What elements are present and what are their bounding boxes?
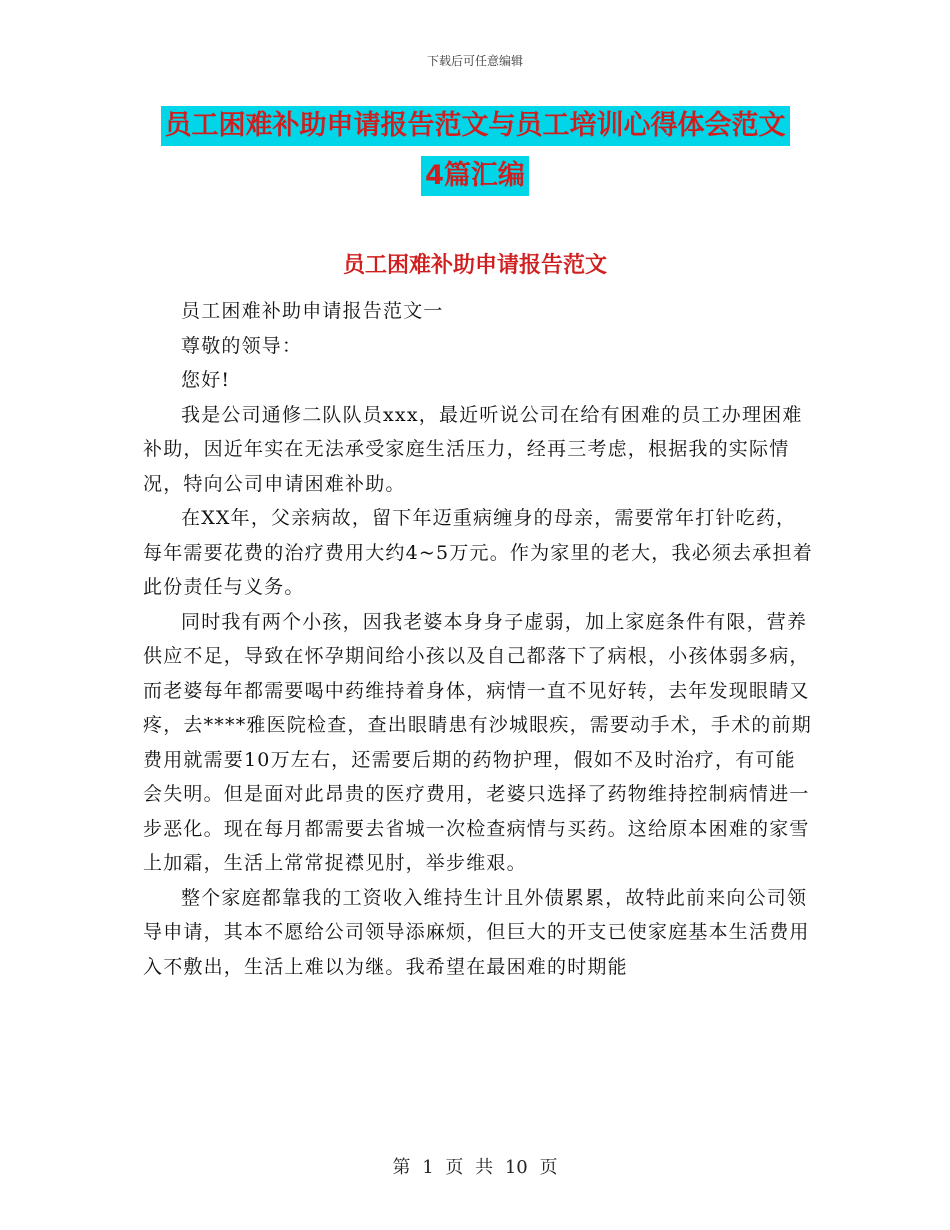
page-footer: 第 1 页 共 10 页 (392, 1157, 558, 1178)
body-text (143, 294, 813, 984)
paragraph: 我是公司通修二队队员xxx，最近听说公司在给有困难的员工办理困难补助，因近年实在无法承受家庭生活压力，经再三考虑，根据我的实际情况，特向公司申请困难补助。 (143, 403, 803, 495)
paragraph: 整个家庭都靠我的工资收入维持生计且外债累累，故特此前来向公司领导申请，其本不愿给公司领导添麻烦，但巨大的开支已使家庭基本生活费用入不敷出，生活上难以为继。我希望在最困难的时期能 (143, 886, 810, 978)
paragraph: 员工困难补助申请报告范文一 (181, 300, 444, 322)
paragraph: 同时我有两个小孩，因我老婆本身身子虚弱，加上家庭条件有限，营养供应不足，导致在怀孕期间给小孩以及自己都落下了病根，小孩体弱多病，而老婆每年都需要喝中药维持着身体，病情一直不见好转，去年发现眼睛又疼，去****雅医院检查，查出眼睛患有沙城眼疾，需要动手术，手术的前期费用就需要10万左右，还需要后期的药物护理，假如不及时治疗，有可能会失明。但是面对此昂贵的医疗费用，老婆只选择了药物维持控制病情进一步恶化。现在每月都需要去省城一次检查病情与买药。这给原本困难的家雪上加霜，生活上常常捉襟见肘，举步维艰。 (143, 610, 813, 874)
paragraph: 尊敬的领导： (181, 334, 303, 357)
document-title-line-2: 4篇汇编 (421, 156, 529, 196)
paragraph: 您好! (181, 369, 231, 391)
document-title-line-1: 员工困难补助申请报告范文与员工培训心得体会范文 (161, 106, 790, 146)
section-heading: 员工困难补助申请报告范文 (342, 253, 607, 278)
page-header-note: 下载后可任意编辑 (426, 54, 523, 68)
paragraph: 在XX年，父亲病故，留下年迈重病缠身的母亲，需要常年打针吃药，每年需要花费的治疗费用大约4~5万元。作为家里的老大，我必须去承担着此份责任与义务。 (143, 507, 813, 598)
document-title (0, 106, 950, 206)
